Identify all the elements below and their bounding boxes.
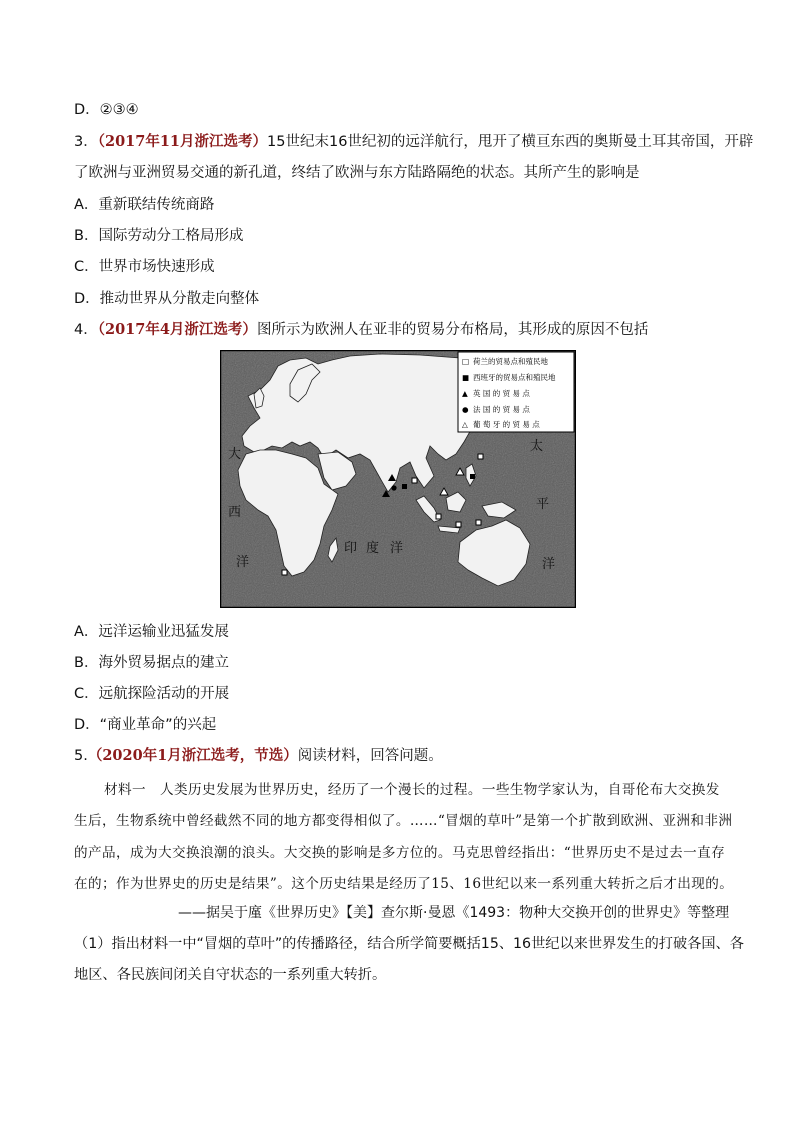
q4-option-d: D．“商业革命”的兴起 — [74, 717, 217, 733]
spanish-trade-point-marker — [402, 484, 407, 489]
q5-source: （2020年1月浙江选考，节选） — [87, 747, 298, 764]
q5-sub1-line1: （1）指出材料一中“冒烟的草叶”的传播路径，结合所学简要概括15、16世纪以来世界发生的打破各国、各 — [74, 936, 744, 952]
legend-symbol-british: ▲ — [462, 389, 468, 398]
q5-stem-text: 阅读材料，回答问题。 — [297, 748, 443, 764]
q2-option-d: D．②③④ — [74, 102, 139, 118]
q3-stem-line2: 了欧洲与亚洲贸易交通的新孔道，终结了欧洲与东方陆路隔绝的状态。其所产生的影响是 — [74, 165, 640, 181]
q4-stem — [74, 320, 648, 340]
french-trade-point-marker — [391, 485, 396, 490]
legend-symbol-spanish: ■ — [462, 373, 470, 382]
legend-text-british: 英 国 的 贸 易 点 — [473, 389, 530, 398]
material-line-4: 在的；作为世界史的历史是结果”。这个历史结果是经历了15、16世纪以来一系列重大转折之后才出现的。 — [74, 876, 734, 892]
material-citation: ——据吴于廑《世界历史》【美】查尔斯·曼恩《1493：物种大交换开创的世界史》等整理 — [178, 905, 730, 921]
legend-text-spanish: 西班牙的贸易点和殖民地 — [473, 373, 556, 382]
spanish-trade-point-marker — [470, 474, 475, 479]
legend-symbol-portuguese: △ — [462, 420, 468, 429]
dutch-trade-point-marker — [412, 478, 417, 483]
q5-number: 5. — [74, 748, 88, 764]
q4-stem-text: 图所示为欧洲人在亚非的贸易分布格局，其形成的原因不包括 — [256, 322, 649, 338]
q4-option-a: A．远洋运输业迅猛发展 — [74, 624, 229, 640]
q3-stem-line1 — [74, 132, 753, 152]
dutch-trade-point-marker — [436, 514, 441, 519]
material-line-1: 材料一 人类历史发展为世界历史，经历了一个漫长的过程。一些生物学家认为，自哥伦布大交换发 — [104, 782, 720, 798]
q4-source: （2017年4月浙江选考） — [97, 321, 257, 338]
atlantic-label-2: 西 — [228, 505, 242, 520]
q3-option-d: D．推动世界从分散走向整体 — [74, 291, 260, 307]
legend-symbol-french: ● — [462, 405, 469, 414]
material-line-2: 生后，生物系统中曾经截然不同的地方都变得相似了。……“冒烟的草叶”是第一个扩散到欧洲、亚洲和非洲 — [74, 813, 733, 829]
q3-option-c: C．世界市场快速形成 — [74, 259, 215, 275]
trade-distribution-map — [220, 350, 576, 608]
q5-sub1-line2: 地区、各民族间闭关自守状态的一系列重大转折。 — [74, 967, 387, 983]
legend-text-dutch: 荷兰的贸易点和殖民地 — [473, 357, 548, 366]
indian-label-3: 洋 — [390, 541, 404, 556]
q4-option-b: B．海外贸易据点的建立 — [74, 655, 229, 671]
dutch-trade-point-marker — [282, 570, 287, 575]
q4-option-c: C．远航探险活动的开展 — [74, 686, 230, 702]
pacific-label-3: 洋 — [542, 557, 556, 572]
q3-option-b: B．国际劳动分工格局形成 — [74, 228, 244, 244]
dutch-trade-point-marker — [476, 520, 481, 525]
atlantic-label-1: 大 — [228, 447, 242, 462]
legend-text-portuguese: 葡 萄 牙 的 贸 易 点 — [473, 420, 540, 429]
map-legend — [458, 352, 574, 432]
indian-label-2: 度 — [366, 541, 380, 556]
dutch-trade-point-marker — [478, 454, 483, 459]
q3-stem-text: 15世纪末16世纪初的远洋航行，甩开了横亘东西的奥斯曼土耳其帝国，开辟 — [267, 134, 754, 150]
legend-symbol-dutch: □ — [462, 357, 470, 366]
indian-label-1: 印 — [344, 541, 358, 556]
q4-number: 4． — [74, 322, 98, 338]
q5-stem — [74, 746, 443, 766]
material-line-3: 的产品，成为大交换浪潮的浪头。大交换的影响是多方位的。马克思曾经指出：“世界历史不是过去一直存 — [74, 845, 726, 861]
legend-text-french: 法 国 的 贸 易 点 — [473, 405, 530, 414]
atlantic-label-3: 洋 — [236, 555, 250, 570]
pacific-label-1: 太 — [530, 439, 544, 454]
pacific-label-2: 平 — [536, 497, 550, 512]
q3-number: 3． — [74, 134, 98, 150]
q3-option-a: A．重新联结传统商路 — [74, 197, 215, 213]
dutch-trade-point-marker — [456, 522, 461, 527]
q3-source: （2017年11月浙江选考） — [97, 133, 268, 150]
map-svg — [220, 350, 576, 608]
